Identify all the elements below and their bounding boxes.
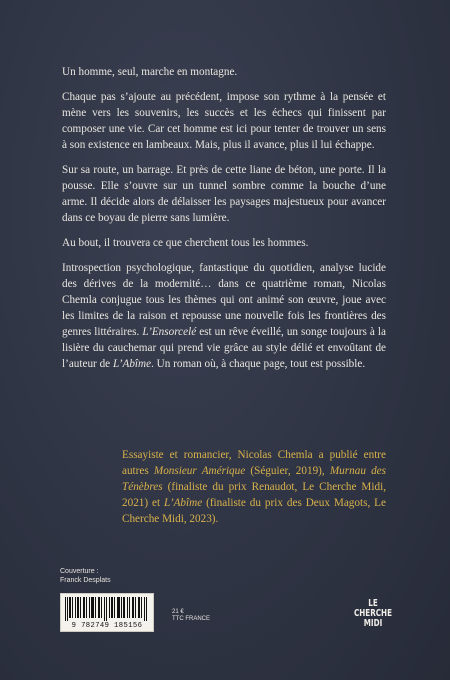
price-note: TTC FRANCE	[172, 616, 210, 622]
credits-label: Couverture :	[60, 568, 99, 575]
publisher-logo	[353, 599, 393, 629]
cover-credits	[60, 567, 111, 585]
bio-title-murnau: Murnau des Ténèbres	[122, 465, 386, 493]
bio-text-b: (Séguier, 2019),	[245, 465, 330, 477]
bio-title-monsieur-amerique: Monsieur Amérique	[153, 465, 246, 477]
book-title-ensorcele: L’Ensorcelé	[142, 326, 197, 338]
isbn-number: 9 782749 185156	[71, 622, 143, 630]
blurb-p5-text-a: Introspection psychologique, fantastique du quotidien, analyse lucide des dérives de la modernité… dans ce quatrième roman, Nicolas Chemla conjugue tous les thèmes qui ont animé son œuvre, joue avec les limites de la raison et repousse une nouvelle fois les frontières des genres littéraires.	[62, 262, 386, 338]
barcode-bars	[65, 597, 149, 621]
blurb-paragraph-5	[62, 260, 386, 372]
credits-name: Franck Desplats	[60, 577, 111, 584]
price	[172, 609, 210, 623]
publisher-logo-line-3: MIDI	[363, 618, 383, 629]
blurb-p5-text-c: . Un roman où, à chaque page, tout est possible.	[151, 358, 366, 370]
blurb-p5-text-b: est un rêve éveillé, un songe toujours à la lisière du cauchemar qui prend vie grâce au style délié et envoûtant de l’auteur de	[62, 326, 386, 370]
bio-text-d: (finaliste du prix des Deux Magots, Le Cherche Midi, 2023).	[122, 497, 386, 525]
blurb-paragraph-4: Au bout, il trouvera ce que cherchent tous les hommes.	[62, 237, 309, 249]
barcode	[60, 593, 154, 632]
price-amount: 21 €	[172, 609, 184, 615]
author-bio	[122, 447, 386, 527]
blurb-paragraph-2: Chaque pas s’ajoute au précédent, impose son rythme à la pensée et mène vers les souvenirs, les succès et les échecs qui finissent par composer une vie. Car cet homme est ici pour tenter de trouver un sens à son existence en lambeaux. Mais, plus il avance, plus il lui échappe.	[62, 91, 386, 151]
bio-text-c: (finaliste du prix Renaudot, Le Cherche Midi, 2021) et	[122, 481, 386, 509]
bio-text-a: Essayiste et romancier, Nicolas Chemla a publié entre autres	[122, 449, 386, 477]
author-bio-paragraph	[122, 447, 386, 527]
publisher-logo-line-2: CHERCHE	[354, 608, 392, 619]
book-title-abime: L’Abîme	[112, 358, 152, 370]
blurb-paragraph-3: Sur sa route, un barrage. Et près de cette liane de béton, une porte. Il la pousse. Elle s’ouvre sur un tunnel sombre comme la bouche d’une arme. Il décide alors de délaisser les paysages majestueux pour avancer dans ce boyau de pierre sans lumière.	[62, 164, 386, 224]
blurb	[62, 64, 386, 381]
bio-title-abime: L’Abîme	[164, 497, 203, 509]
blurb-paragraph-1: Un homme, seul, marche en montagne.	[62, 66, 238, 78]
publisher-logo-line-1: LE	[368, 598, 378, 609]
